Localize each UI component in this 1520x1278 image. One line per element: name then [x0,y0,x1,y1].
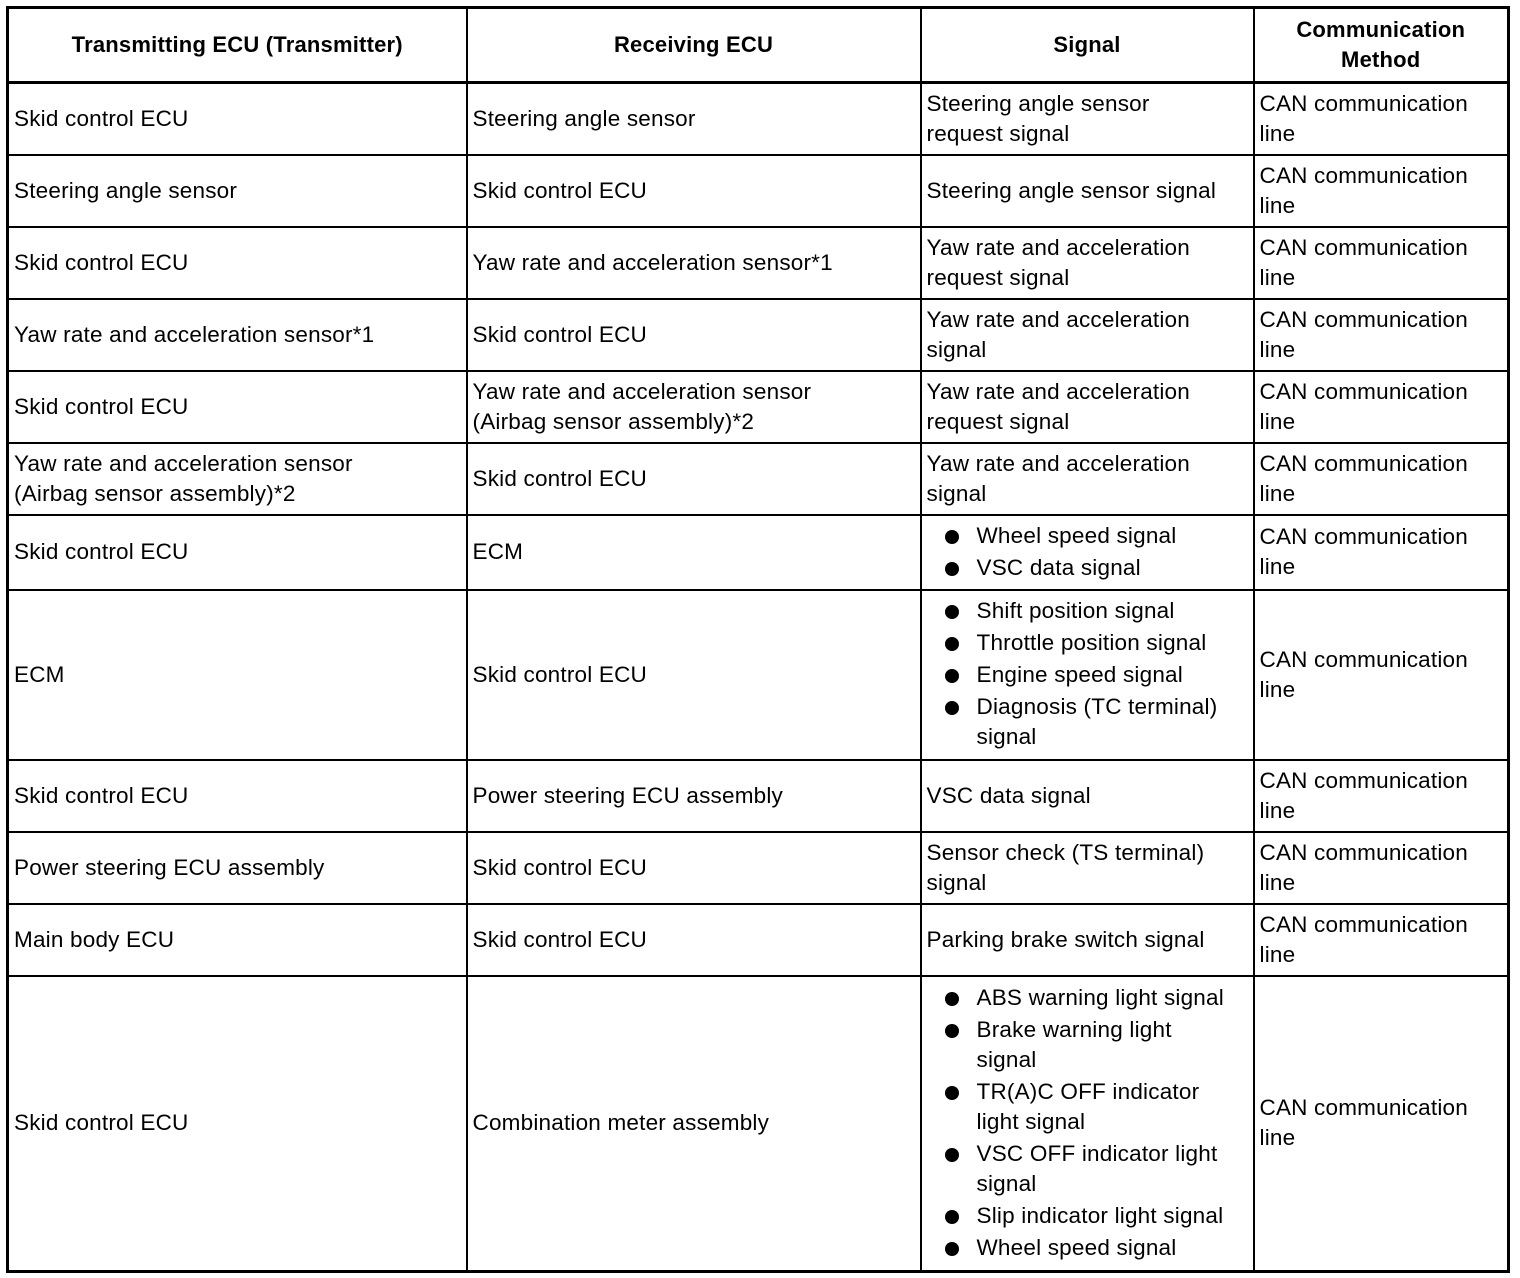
signal-line: signal [926,869,987,895]
cell-receiving-ecu [467,227,921,299]
signal-bullet-line: Shift position signal [976,598,1175,623]
cell-communication-method [1254,832,1509,904]
cell-transmitting-ecu [8,371,467,443]
receiver-line: ECM [472,539,524,564]
cell-signal [921,83,1254,155]
signal-bullet-line: light signal [976,1108,1086,1134]
method-line: line [1259,941,1296,967]
transmitter-line: Skid control ECU [14,249,189,275]
cell-communication-method [1254,227,1509,299]
method-line: CAN communication [1259,911,1468,937]
signal-line: VSC data signal [926,782,1091,808]
table-row [8,227,1509,299]
bullet-icon [945,1242,959,1256]
signal-line: Yaw rate and acceleration [926,378,1190,404]
transmitter-line: Skid control ECU [14,782,189,808]
signal-bullet-line: Wheel speed signal [976,522,1177,548]
signal-line: signal [926,336,987,362]
cell-signal [921,976,1254,1272]
cell-transmitting-ecu [8,976,467,1272]
signal-bullet-list [927,983,1247,1263]
transmitter-line: Skid control ECU [14,393,189,419]
cell-signal [921,904,1254,976]
signal-bullet-line: VSC OFF indicator light [976,1140,1218,1166]
method-line: line [1259,676,1296,702]
method-line: line [1259,336,1296,362]
signal-bullet-item [927,660,1247,690]
table-row [8,371,1509,443]
receiver-line: Skid control ECU [472,661,648,687]
cell-communication-method [1254,976,1509,1272]
signal-line: Sensor check (TS terminal) [926,839,1205,865]
signal-bullet-list [927,596,1247,752]
cell-communication-method [1254,760,1509,832]
method-line: CAN communication [1259,234,1468,260]
signal-bullet-item [927,1077,1247,1137]
signal-line: Steering angle sensor signal [926,177,1217,203]
method-line: line [1259,120,1296,146]
can-communication-table [6,6,1510,1273]
cell-signal [921,515,1254,590]
bullet-icon [945,637,959,651]
signal-bullet-line: Engine speed signal [976,662,1183,687]
bullet-icon [945,701,959,715]
signal-bullet-line: Brake warning light [976,1016,1172,1042]
cell-receiving-ecu [467,299,921,371]
signal-bullet-line: signal [976,1170,1037,1196]
cell-receiving-ecu [467,83,921,155]
signal-bullet-item [927,521,1247,551]
method-line: line [1259,554,1296,579]
method-line: line [1259,869,1296,895]
cell-signal [921,155,1254,227]
bullet-icon [945,1210,959,1224]
method-line: CAN communication [1259,839,1468,865]
cell-receiving-ecu [467,371,921,443]
bullet-icon [945,530,959,544]
signal-bullet-item [927,1139,1247,1199]
table-row [8,443,1509,515]
receiver-line: Yaw rate and acceleration sensor [472,378,812,404]
cell-receiving-ecu [467,590,921,760]
signal-bullet-item [927,596,1247,626]
method-line: CAN communication [1259,524,1468,549]
cell-communication-method [1254,443,1509,515]
cell-communication-method [1254,590,1509,760]
signal-line: Yaw rate and acceleration [926,450,1190,476]
receiver-line: Skid control ECU [472,321,648,347]
transmitter-line: Skid control ECU [14,1110,189,1136]
signal-bullet-list [927,521,1247,583]
cell-receiving-ecu [467,904,921,976]
cell-transmitting-ecu [8,443,467,515]
table-row [8,299,1509,371]
cell-signal [921,371,1254,443]
receiver-line: Skid control ECU [472,465,648,491]
cell-transmitting-ecu [8,299,467,371]
receiver-line: Steering angle sensor [472,105,696,131]
signal-line: signal [926,480,987,506]
header-communication-method [1254,8,1509,83]
cell-transmitting-ecu [8,904,467,976]
cell-signal [921,443,1254,515]
method-line: CAN communication [1259,378,1468,404]
table-row [8,83,1509,155]
signal-bullet-line: Slip indicator light signal [976,1202,1224,1228]
signal-bullet-item [927,1015,1247,1075]
cell-transmitting-ecu [8,83,467,155]
bullet-icon [945,669,959,683]
transmitter-line: Skid control ECU [14,539,189,564]
bullet-icon [945,562,959,576]
signal-line: Parking brake switch signal [926,926,1205,952]
cell-communication-method [1254,155,1509,227]
method-line: line [1259,192,1296,218]
signal-line: Steering angle sensor [926,90,1150,116]
signal-bullet-item [927,1201,1247,1231]
signal-bullet-line: TR(A)C OFF indicator [976,1078,1200,1104]
cell-communication-method [1254,515,1509,590]
signal-line: request signal [926,264,1070,290]
signal-bullet-line: signal [976,724,1037,749]
transmitter-line: Steering angle sensor [14,177,238,203]
cell-signal [921,227,1254,299]
cell-receiving-ecu [467,155,921,227]
method-line: CAN communication [1259,306,1468,332]
cell-receiving-ecu [467,443,921,515]
method-line: CAN communication [1259,450,1468,476]
method-line: CAN communication [1259,90,1468,116]
table-row [8,515,1509,590]
bullet-icon [945,1148,959,1162]
receiver-line: Yaw rate and acceleration sensor*1 [472,249,833,275]
table-row [8,832,1509,904]
cell-signal [921,832,1254,904]
transmitter-line: ECM [14,661,65,687]
signal-bullet-line: signal [976,1046,1037,1072]
transmitter-line: Skid control ECU [14,105,189,131]
cell-transmitting-ecu [8,590,467,760]
method-line: CAN communication [1259,767,1468,793]
method-line: line [1259,264,1296,290]
signal-bullet-line: Throttle position signal [976,630,1207,655]
signal-bullet-item [927,553,1247,583]
table-body [8,83,1509,1272]
transmitter-line: Yaw rate and acceleration sensor*1 [14,321,375,347]
signal-bullet-line: Diagnosis (TC terminal) [976,694,1218,719]
signal-line: request signal [926,120,1070,146]
cell-communication-method [1254,904,1509,976]
cell-signal [921,299,1254,371]
method-line: line [1259,1125,1296,1151]
header-method-line1: Communication [1296,17,1466,42]
signal-bullet-item [927,983,1247,1013]
transmitter-line: Power steering ECU assembly [14,854,325,880]
cell-communication-method [1254,299,1509,371]
cell-transmitting-ecu [8,760,467,832]
transmitter-line: Main body ECU [14,926,175,952]
method-line: CAN communication [1259,646,1468,672]
table-row [8,760,1509,832]
method-line: line [1259,408,1296,434]
receiver-line: Skid control ECU [472,926,648,952]
signal-line: Yaw rate and acceleration [926,306,1190,332]
method-line: CAN communication [1259,1095,1468,1121]
cell-communication-method [1254,371,1509,443]
header-row [8,8,1509,83]
method-line: line [1259,797,1296,823]
table-row [8,155,1509,227]
bullet-icon [945,1024,959,1038]
signal-bullet-item [927,628,1247,658]
receiver-line: Skid control ECU [472,854,648,880]
cell-receiving-ecu [467,832,921,904]
cell-transmitting-ecu [8,515,467,590]
cell-receiving-ecu [467,760,921,832]
cell-transmitting-ecu [8,832,467,904]
cell-transmitting-ecu [8,155,467,227]
signal-line: request signal [926,408,1070,434]
method-line: CAN communication [1259,162,1468,188]
header-signal: Signal [921,8,1254,83]
receiver-line: Power steering ECU assembly [472,782,784,808]
signal-bullet-item [927,1233,1247,1263]
header-method-line2: Method [1341,47,1421,72]
transmitter-line: Yaw rate and acceleration sensor [14,450,353,476]
signal-bullet-line: VSC data signal [976,554,1141,580]
header-receiving-ecu: Receiving ECU [467,8,921,83]
table-row [8,904,1509,976]
bullet-icon [945,992,959,1006]
cell-communication-method [1254,83,1509,155]
receiver-line: Combination meter assembly [472,1110,770,1136]
cell-receiving-ecu [467,515,921,590]
transmitter-line: (Airbag sensor assembly)*2 [14,480,296,506]
receiver-line: Skid control ECU [472,177,648,203]
cell-signal [921,590,1254,760]
bullet-icon [945,1086,959,1100]
signal-bullet-item [927,692,1247,752]
receiver-line: (Airbag sensor assembly)*2 [472,408,755,434]
cell-signal [921,760,1254,832]
table-row [8,590,1509,760]
header-transmitting-ecu: Transmitting ECU (Transmitter) [8,8,467,83]
signal-bullet-line: ABS warning light signal [976,984,1224,1010]
cell-receiving-ecu [467,976,921,1272]
method-line: line [1259,480,1296,506]
signal-bullet-line: Wheel speed signal [976,1234,1177,1260]
cell-transmitting-ecu [8,227,467,299]
table-row [8,976,1509,1272]
signal-line: Yaw rate and acceleration [926,234,1190,260]
bullet-icon [945,605,959,619]
